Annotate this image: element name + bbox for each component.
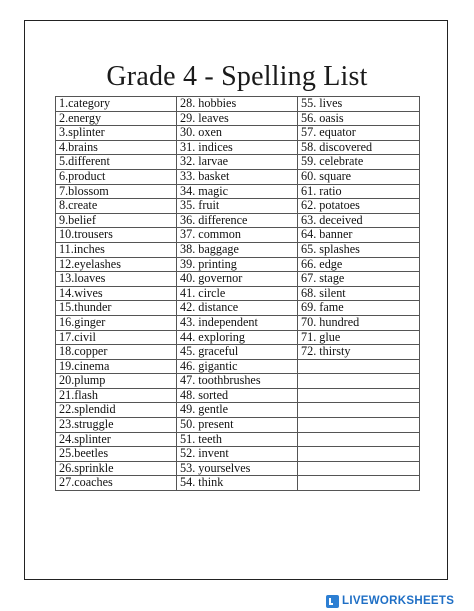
word-cell: 43. independent [177,315,298,330]
table-row [56,140,420,155]
word-cell: 45. graceful [177,345,298,360]
word-cell: 24.splinter [56,432,177,447]
word-cell: 25.beetles [56,447,177,462]
word-cell: 13.loaves [56,272,177,287]
table-row [56,476,420,491]
word-cell: 1.category [56,97,177,112]
word-cell [298,447,420,462]
word-cell [298,403,420,418]
table-row [56,374,420,389]
word-cell: 20.plump [56,374,177,389]
word-cell: 62. potatoes [298,199,420,214]
table-row [56,126,420,141]
word-cell: 64. banner [298,228,420,243]
table-row [56,301,420,316]
word-cell: 56. oasis [298,111,420,126]
word-cell: 60. square [298,169,420,184]
table-row [56,388,420,403]
word-cell: 65. splashes [298,242,420,257]
word-cell: 11.inches [56,242,177,257]
table-row [56,228,420,243]
word-cell: 42. distance [177,301,298,316]
word-cell: 41. circle [177,286,298,301]
table-row [56,155,420,170]
word-cell: 48. sorted [177,388,298,403]
word-cell: 3.splinter [56,126,177,141]
word-cell: 55. lives [298,97,420,112]
table-row [56,403,420,418]
word-cell: 30. oxen [177,126,298,141]
word-cell: 68. silent [298,286,420,301]
word-cell: 71. glue [298,330,420,345]
word-cell: 52. invent [177,447,298,462]
word-cell: 21.flash [56,388,177,403]
word-cell: 27.coaches [56,476,177,491]
table-row [56,111,420,126]
word-cell: 63. deceived [298,213,420,228]
word-cell: 19.cinema [56,359,177,374]
table-row [56,242,420,257]
word-cell: 15.thunder [56,301,177,316]
table-row [56,345,420,360]
spelling-table-body [56,97,420,491]
table-row [56,447,420,462]
table-row [56,169,420,184]
table-row [56,97,420,112]
word-cell: 54. think [177,476,298,491]
table-row [56,418,420,433]
spelling-table [55,96,420,491]
word-cell: 72. thirsty [298,345,420,360]
word-cell [298,374,420,389]
word-cell: 22.splendid [56,403,177,418]
word-cell: 6.product [56,169,177,184]
word-cell: 40. governor [177,272,298,287]
word-cell: 59. celebrate [298,155,420,170]
word-cell: 16.ginger [56,315,177,330]
word-cell: 10.trousers [56,228,177,243]
word-cell: 57. equator [298,126,420,141]
word-cell: 12.eyelashes [56,257,177,272]
word-cell: 14.wives [56,286,177,301]
table-row [56,432,420,447]
word-cell: 35. fruit [177,199,298,214]
word-cell: 37. common [177,228,298,243]
word-cell: 7.blossom [56,184,177,199]
word-cell: 8.create [56,199,177,214]
table-row [56,184,420,199]
table-row [56,199,420,214]
word-cell: 26.sprinkle [56,461,177,476]
word-cell [298,476,420,491]
word-cell [298,418,420,433]
word-cell: 66. edge [298,257,420,272]
table-row [56,286,420,301]
table-row [56,272,420,287]
table-row [56,359,420,374]
table-row [56,330,420,345]
page-title: Grade 4 - Spelling List [106,61,368,92]
word-cell: 67. stage [298,272,420,287]
word-cell [298,461,420,476]
word-cell: 39. printing [177,257,298,272]
word-cell: 4.brains [56,140,177,155]
word-cell: 5.different [56,155,177,170]
word-cell: 69. fame [298,301,420,316]
word-cell: 28. hobbies [177,97,298,112]
word-cell: 58. discovered [298,140,420,155]
word-cell: 34. magic [177,184,298,199]
word-cell: 38. baggage [177,242,298,257]
liveworksheets-logo-icon [326,595,339,608]
word-cell: 44. exploring [177,330,298,345]
word-cell: 47. toothbrushes [177,374,298,389]
word-cell: 53. yourselves [177,461,298,476]
word-cell: 49. gentle [177,403,298,418]
word-cell: 51. teeth [177,432,298,447]
word-cell: 70. hundred [298,315,420,330]
word-cell: 31. indices [177,140,298,155]
table-row [56,461,420,476]
word-cell: 18.copper [56,345,177,360]
word-cell [298,388,420,403]
liveworksheets-logo-text: LIVEWORKSHEETS [342,595,455,607]
liveworksheets-logo[interactable] [326,594,454,608]
word-cell: 61. ratio [298,184,420,199]
table-row [56,315,420,330]
table-row [56,257,420,272]
word-cell [298,359,420,374]
word-cell: 9.belief [56,213,177,228]
word-cell: 32. larvae [177,155,298,170]
word-cell [298,432,420,447]
word-cell: 2.energy [56,111,177,126]
word-cell: 36. difference [177,213,298,228]
word-cell: 33. basket [177,169,298,184]
word-cell: 29. leaves [177,111,298,126]
word-cell: 46. gigantic [177,359,298,374]
table-row [56,213,420,228]
word-cell: 17.civil [56,330,177,345]
word-cell: 23.struggle [56,418,177,433]
word-cell: 50. present [177,418,298,433]
